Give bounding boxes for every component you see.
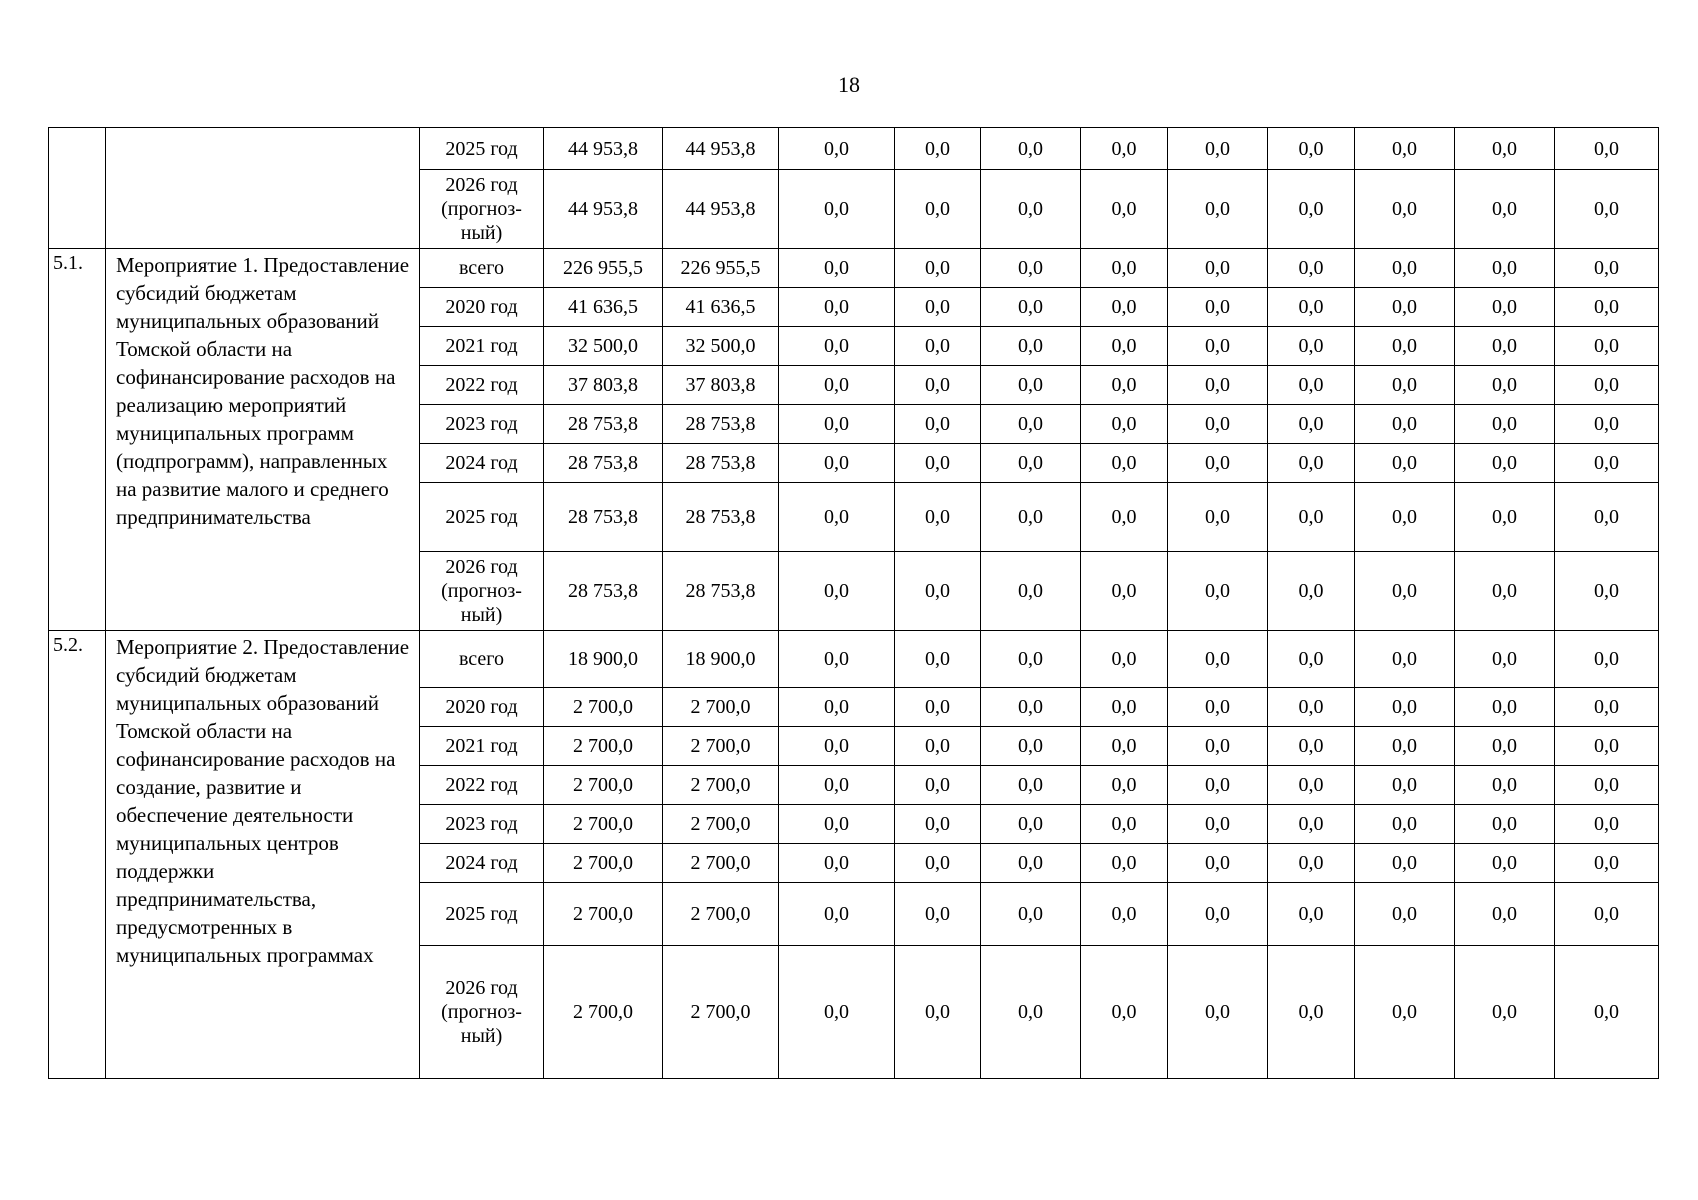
value-cell: 226 955,5 [663,249,779,288]
value-cell: 0,0 [981,552,1081,631]
value-cell: 0,0 [779,405,895,444]
value-cell: 0,0 [981,805,1081,844]
page-number: 18 [838,72,860,97]
value-cell: 0,0 [895,327,981,366]
value-cell: 0,0 [1555,631,1659,688]
total-cell: 2 700,0 [544,946,663,1079]
value-cell: 0,0 [779,327,895,366]
total-cell: 226 955,5 [544,249,663,288]
value-cell: 0,0 [1081,631,1168,688]
value-cell: 0,0 [1355,405,1455,444]
value-cell: 2 700,0 [663,946,779,1079]
value-cell: 0,0 [1455,483,1555,552]
budget-table [48,127,1659,1079]
value-cell: 0,0 [981,844,1081,883]
value-cell: 0,0 [1555,444,1659,483]
value-cell: 0,0 [1555,883,1659,946]
value-cell: 0,0 [1268,288,1355,327]
value-cell: 2 700,0 [663,883,779,946]
value-cell: 0,0 [1268,946,1355,1079]
row-name: Мероприятие 1. Предоставление субсидий бюджетам муниципальных образований Томской области на софинансирование расходов на реализацию мероприятий муниципальных программ (подпрограмм), направленных на развитие малого и среднего предпринимательства [106,249,420,631]
value-cell: 0,0 [1081,366,1168,405]
value-cell: 0,0 [895,366,981,405]
value-cell: 0,0 [1081,552,1168,631]
value-cell: 0,0 [1081,805,1168,844]
row-name: Мероприятие 2. Предоставление субсидий бюджетам муниципальных образований Томской области на софинансирование расходов на создание, развитие и обеспечение деятельности муниципальных центров поддержки предпринимательства, предусмотренных в муниципальных программах [106,631,420,1079]
value-cell: 2 700,0 [663,766,779,805]
value-cell: 0,0 [981,727,1081,766]
value-cell: 0,0 [895,688,981,727]
value-cell: 0,0 [1455,883,1555,946]
value-cell: 0,0 [1081,766,1168,805]
value-cell: 0,0 [895,727,981,766]
value-cell: 0,0 [981,483,1081,552]
value-cell: 0,0 [895,249,981,288]
value-cell: 0,0 [981,946,1081,1079]
value-cell: 0,0 [1081,128,1168,170]
value-cell: 0,0 [1455,805,1555,844]
value-cell: 0,0 [1355,249,1455,288]
year-cell: 2024 год [420,444,544,483]
value-cell: 0,0 [1455,766,1555,805]
value-cell: 0,0 [1168,366,1268,405]
year-cell: 2025 год [420,483,544,552]
value-cell: 0,0 [779,444,895,483]
value-cell: 0,0 [1081,844,1168,883]
value-cell: 0,0 [1355,727,1455,766]
value-cell: 0,0 [1168,766,1268,805]
value-cell: 0,0 [1268,327,1355,366]
value-cell: 0,0 [1168,552,1268,631]
total-cell: 37 803,8 [544,366,663,405]
total-cell: 28 753,8 [544,552,663,631]
value-cell: 0,0 [981,327,1081,366]
value-cell: 0,0 [1268,170,1355,249]
row-name [106,128,420,249]
value-cell: 0,0 [779,883,895,946]
value-cell: 0,0 [1168,946,1268,1079]
value-cell: 0,0 [895,805,981,844]
year-cell: 2026 год (прогноз-ный) [420,552,544,631]
value-cell: 0,0 [1081,688,1168,727]
value-cell: 0,0 [779,631,895,688]
year-cell: 2021 год [420,727,544,766]
value-cell: 0,0 [1081,727,1168,766]
value-cell: 0,0 [1455,688,1555,727]
value-cell: 0,0 [981,444,1081,483]
value-cell: 0,0 [1455,444,1555,483]
value-cell: 0,0 [1168,128,1268,170]
value-cell: 0,0 [1355,366,1455,405]
value-cell: 44 953,8 [663,170,779,249]
value-cell: 0,0 [895,552,981,631]
year-cell: 2023 год [420,405,544,444]
value-cell: 0,0 [1355,766,1455,805]
value-cell: 0,0 [1555,946,1659,1079]
year-cell: 2023 год [420,805,544,844]
total-cell: 28 753,8 [544,444,663,483]
value-cell: 0,0 [1555,552,1659,631]
table-row [49,128,1659,170]
value-cell: 0,0 [895,844,981,883]
value-cell: 0,0 [1268,552,1355,631]
value-cell: 0,0 [1081,170,1168,249]
value-cell: 0,0 [1168,631,1268,688]
value-cell: 0,0 [1168,327,1268,366]
value-cell: 0,0 [1268,366,1355,405]
value-cell: 0,0 [1555,805,1659,844]
total-cell: 2 700,0 [544,883,663,946]
value-cell: 0,0 [981,366,1081,405]
value-cell: 0,0 [1081,444,1168,483]
value-cell: 0,0 [981,288,1081,327]
value-cell: 0,0 [1168,688,1268,727]
year-cell: 2020 год [420,688,544,727]
total-cell: 41 636,5 [544,288,663,327]
value-cell: 0,0 [779,844,895,883]
year-cell: 2022 год [420,766,544,805]
value-cell: 0,0 [1168,288,1268,327]
value-cell: 0,0 [1268,405,1355,444]
value-cell: 0,0 [1455,727,1555,766]
value-cell: 0,0 [1555,170,1659,249]
value-cell: 0,0 [895,405,981,444]
value-cell: 0,0 [1555,288,1659,327]
value-cell: 0,0 [1355,444,1455,483]
value-cell: 0,0 [1081,405,1168,444]
value-cell: 0,0 [1555,128,1659,170]
value-cell: 0,0 [895,883,981,946]
total-cell: 2 700,0 [544,727,663,766]
value-cell: 0,0 [1268,128,1355,170]
value-cell: 0,0 [1355,170,1455,249]
value-cell: 2 700,0 [663,727,779,766]
value-cell: 0,0 [981,170,1081,249]
value-cell: 0,0 [895,946,981,1079]
value-cell: 0,0 [779,366,895,405]
value-cell: 0,0 [981,688,1081,727]
value-cell: 0,0 [1081,883,1168,946]
value-cell: 0,0 [779,805,895,844]
value-cell: 0,0 [981,883,1081,946]
value-cell: 0,0 [1268,844,1355,883]
year-cell: 2020 год [420,288,544,327]
total-cell: 28 753,8 [544,405,663,444]
value-cell: 0,0 [1268,805,1355,844]
value-cell: 0,0 [1555,844,1659,883]
value-cell: 0,0 [1268,631,1355,688]
value-cell: 0,0 [1168,444,1268,483]
value-cell: 0,0 [1081,327,1168,366]
value-cell: 0,0 [1455,946,1555,1079]
table-row [49,249,1659,288]
value-cell: 0,0 [1455,552,1555,631]
row-code: 5.1. [49,249,106,631]
value-cell: 0,0 [1555,483,1659,552]
value-cell: 0,0 [779,766,895,805]
value-cell: 0,0 [1355,946,1455,1079]
row-code: 5.2. [49,631,106,1079]
value-cell: 0,0 [1081,249,1168,288]
value-cell: 0,0 [1455,844,1555,883]
value-cell: 44 953,8 [663,128,779,170]
value-cell: 0,0 [1168,405,1268,444]
value-cell: 0,0 [1355,483,1455,552]
value-cell: 0,0 [1268,688,1355,727]
value-cell: 28 753,8 [663,552,779,631]
value-cell: 0,0 [1355,552,1455,631]
value-cell: 32 500,0 [663,327,779,366]
row-code [49,128,106,249]
value-cell: 0,0 [779,552,895,631]
value-cell: 0,0 [1168,170,1268,249]
value-cell: 37 803,8 [663,366,779,405]
value-cell: 0,0 [779,946,895,1079]
value-cell: 0,0 [779,249,895,288]
year-cell: 2026 год (прогноз-ный) [420,946,544,1079]
value-cell: 0,0 [1268,883,1355,946]
value-cell: 0,0 [779,288,895,327]
year-cell: всего [420,249,544,288]
value-cell: 0,0 [1455,128,1555,170]
value-cell: 0,0 [1268,444,1355,483]
year-cell: 2022 год [420,366,544,405]
value-cell: 0,0 [1081,483,1168,552]
value-cell: 0,0 [1355,327,1455,366]
value-cell: 0,0 [895,766,981,805]
value-cell: 28 753,8 [663,405,779,444]
value-cell: 0,0 [1268,249,1355,288]
value-cell: 41 636,5 [663,288,779,327]
value-cell: 0,0 [1355,631,1455,688]
value-cell: 0,0 [1355,688,1455,727]
value-cell: 2 700,0 [663,805,779,844]
value-cell: 0,0 [1555,405,1659,444]
value-cell: 0,0 [1268,766,1355,805]
value-cell: 0,0 [1555,727,1659,766]
value-cell: 0,0 [1555,366,1659,405]
value-cell: 0,0 [895,444,981,483]
value-cell: 0,0 [1168,249,1268,288]
year-cell: 2026 год (прогноз-ный) [420,170,544,249]
value-cell: 0,0 [895,288,981,327]
total-cell: 2 700,0 [544,688,663,727]
value-cell: 0,0 [1455,288,1555,327]
value-cell: 0,0 [981,631,1081,688]
value-cell: 0,0 [1268,727,1355,766]
total-cell: 18 900,0 [544,631,663,688]
total-cell: 44 953,8 [544,128,663,170]
value-cell: 0,0 [1555,766,1659,805]
value-cell: 0,0 [981,249,1081,288]
value-cell: 0,0 [895,128,981,170]
value-cell: 0,0 [981,766,1081,805]
value-cell: 0,0 [1455,405,1555,444]
table-row [49,631,1659,688]
value-cell: 0,0 [1555,688,1659,727]
value-cell: 0,0 [1455,170,1555,249]
value-cell: 28 753,8 [663,483,779,552]
value-cell: 2 700,0 [663,844,779,883]
year-cell: 2024 год [420,844,544,883]
value-cell: 0,0 [895,631,981,688]
value-cell: 0,0 [1168,727,1268,766]
value-cell: 0,0 [1355,844,1455,883]
value-cell: 0,0 [895,170,981,249]
value-cell: 0,0 [1081,288,1168,327]
value-cell: 0,0 [779,727,895,766]
value-cell: 0,0 [779,128,895,170]
value-cell: 0,0 [1168,805,1268,844]
value-cell: 0,0 [779,688,895,727]
total-cell: 44 953,8 [544,170,663,249]
total-cell: 2 700,0 [544,805,663,844]
value-cell: 0,0 [1081,946,1168,1079]
value-cell: 0,0 [1455,631,1555,688]
total-cell: 2 700,0 [544,844,663,883]
value-cell: 0,0 [1355,128,1455,170]
value-cell: 0,0 [779,483,895,552]
value-cell: 0,0 [1355,288,1455,327]
total-cell: 32 500,0 [544,327,663,366]
year-cell: всего [420,631,544,688]
value-cell: 0,0 [1355,883,1455,946]
value-cell: 0,0 [1555,327,1659,366]
value-cell: 18 900,0 [663,631,779,688]
year-cell: 2021 год [420,327,544,366]
value-cell: 0,0 [1268,483,1355,552]
value-cell: 0,0 [895,483,981,552]
value-cell: 28 753,8 [663,444,779,483]
value-cell: 0,0 [1455,366,1555,405]
value-cell: 0,0 [1455,327,1555,366]
value-cell: 0,0 [1168,883,1268,946]
value-cell: 0,0 [981,405,1081,444]
value-cell: 0,0 [1555,249,1659,288]
year-cell: 2025 год [420,883,544,946]
value-cell: 0,0 [1168,483,1268,552]
value-cell: 0,0 [1455,249,1555,288]
year-cell: 2025 год [420,128,544,170]
value-cell: 0,0 [1168,844,1268,883]
value-cell: 2 700,0 [663,688,779,727]
value-cell: 0,0 [779,170,895,249]
value-cell: 0,0 [981,128,1081,170]
total-cell: 2 700,0 [544,766,663,805]
value-cell: 0,0 [1355,805,1455,844]
total-cell: 28 753,8 [544,483,663,552]
